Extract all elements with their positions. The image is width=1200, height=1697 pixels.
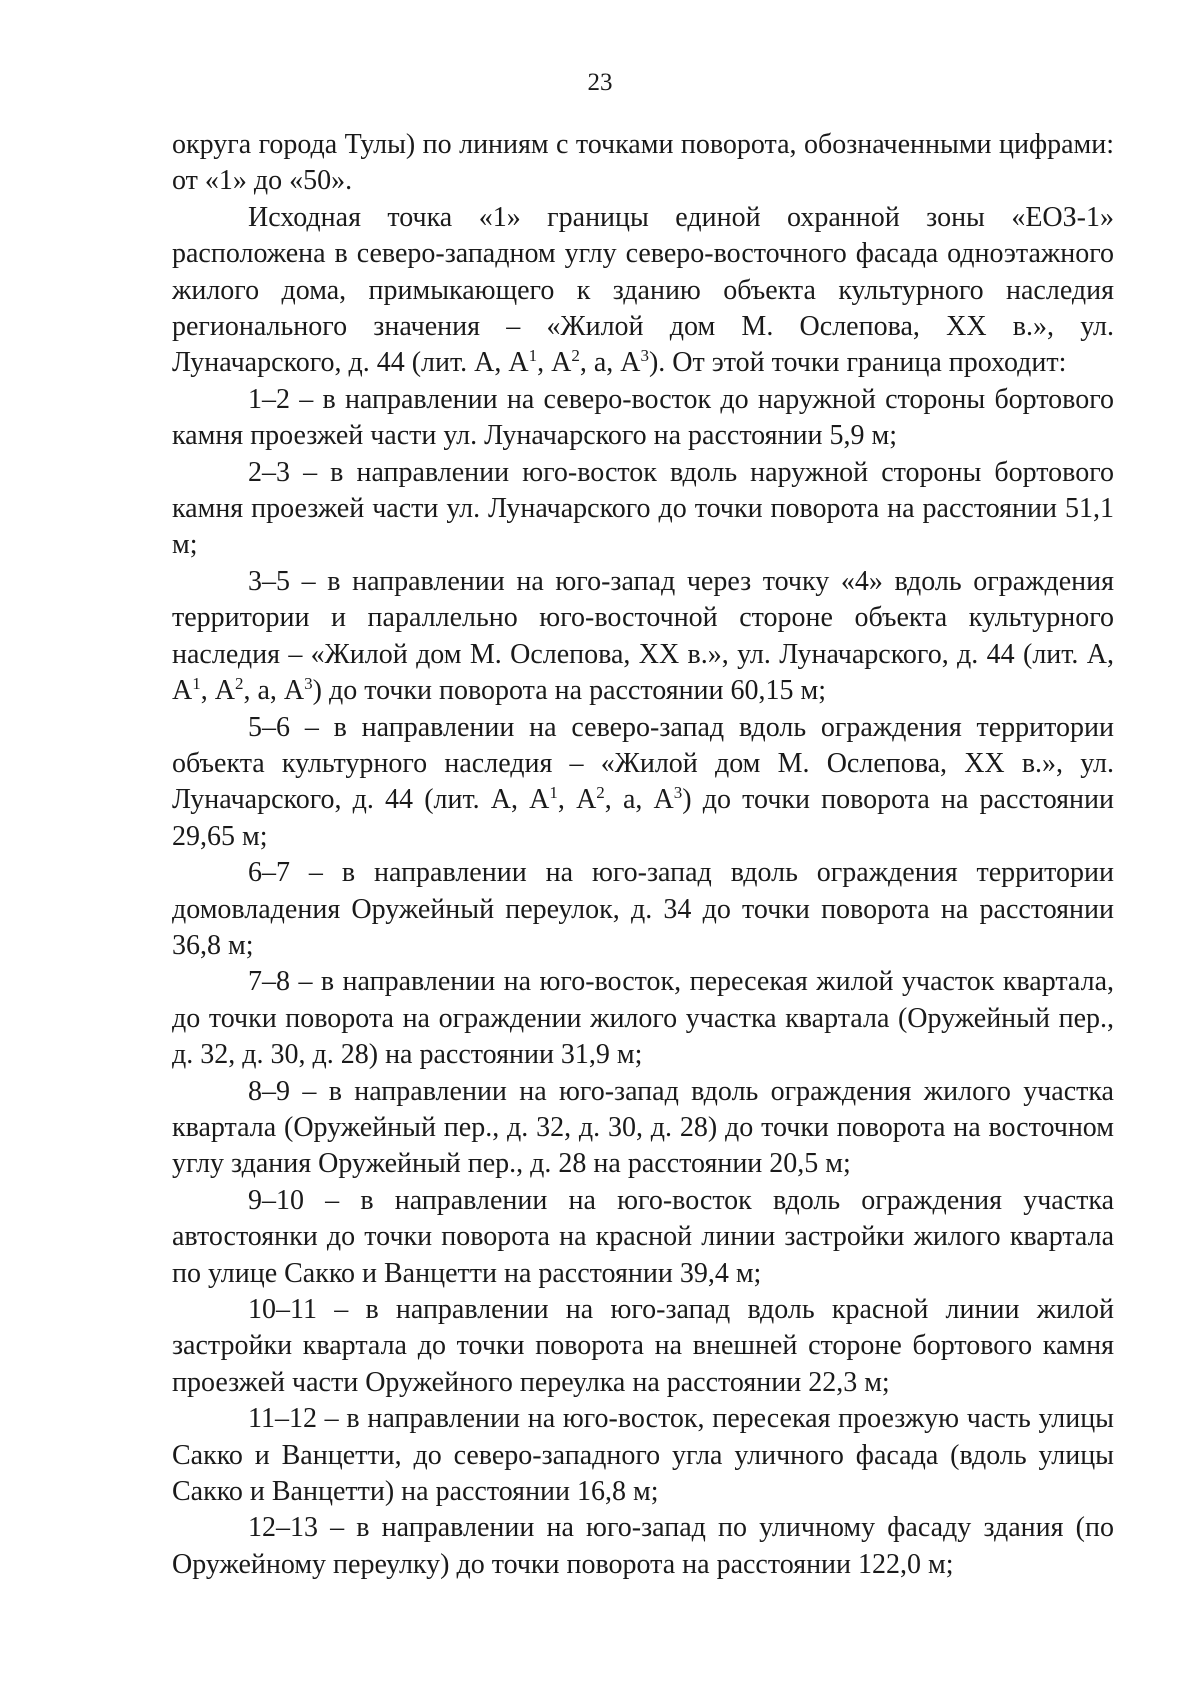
paragraph-segment-11-12: 11–12 – в направлении на юго-восток, пересекая проезжую часть улицы Сакко и Ванцетти, до северо-западного угла уличного фасада (вдоль улицы Сакко и Ванцетти) на расстоянии 16,8 м; xyxy=(172,1403,1114,1508)
paragraph-segment-3-5: 3–5 – в направлении на юго-запад через точку «4» вдоль ограждения территории и параллельно юго-восточной стороне объекта культурного наследия – «Жилой дом М. Ослепова, XX в.», ул. Луначарского, д. 44 (лит. А, $А^1$, $А^2$, а, $А^3$) до точки поворота на расстоянии 60,15 м; xyxy=(172,565,1114,707)
page-number: 23 xyxy=(587,69,613,96)
paragraph-segment-1-2: 1–2 – в направлении на северо-восток до наружной стороны бортового камня проезжей части ул. Луначарского на расстоянии 5,9 м; xyxy=(172,383,1114,452)
paragraph-segment-5-6: 5–6 – в направлении на северо-запад вдоль ограждения территории объекта культурного наследия – «Жилой дом М. Ослепова, XX в.», ул. Луначарского, д. 44 (лит. А, $А^1$, $А^2$, а, $А^3$) до точки поворота на расстоянии 29,65 м; xyxy=(172,711,1114,852)
paragraph-segment-2-3: 2–3 – в направлении юго-восток вдоль наружной стороны бортового камня проезжей части ул. Луначарского до точки поворота на расстоянии 51,1 м; xyxy=(172,456,1114,561)
paragraph-continuation: округа города Тулы) по линиям с точками поворота, обозначенными цифрами: от «1» до «50». xyxy=(172,129,1114,197)
paragraph-segment-8-9: 8–9 – в направлении на юго-запад вдоль ограждения жилого участка квартала (Оружейный пер., д. 32, д. 30, д. 28) до точки поворота на восточном углу здания Оружейный пер., д. 28 на расстоянии 20,5 м; xyxy=(172,1075,1114,1180)
paragraph-segment-12-13: 12–13 – в направлении на юго-запад по уличному фасаду здания (по Оружейному переулку) до точки поворота на расстоянии 122,0 м; xyxy=(172,1512,1114,1580)
paragraph-segment-10-11: 10–11 – в направлении на юго-запад вдоль красной линии жилой застройки квартала до точки поворота на внешней стороне бортового камня проезжей части Оружейного переулка на расстоянии 22,3 м; xyxy=(172,1294,1114,1398)
paragraph-segment-9-10: 9–10 – в направлении на юго-восток вдоль ограждения участка автостоянки до точки поворота на красной линии застройки жилого квартала по улице Сакко и Ванцетти на расстоянии 39,4 м; xyxy=(172,1184,1114,1289)
paragraph-segment-6-7: 6–7 – в направлении на юго-запад вдоль ограждения территории домовладения Оружейный переулок, д. 34 до точки поворота на расстоянии 36,8 м; xyxy=(172,857,1114,961)
document-body xyxy=(172,127,1114,1583)
paragraph-starting-point: Исходная точка «1» границы единой охранной зоны «ЕОЗ-1» расположена в северо-западном углу северо-восточного фасада одноэтажного жилого дома, примыкающего к зданию объекта культурного наследия регионального значения – «Жилой дом М. Ослепова, XX в.», ул. Луначарского, д. 44 (лит. А, $А^1$, $А^2$, а, $А^3$). От этой точки граница проходит: xyxy=(172,201,1114,379)
paragraph-segment-7-8: 7–8 – в направлении на юго-восток, пересекая жилой участок квартала, до точки поворота на ограждении жилого участка квартала (Оружейный пер., д. 32, д. 30, д. 28) на расстоянии 31,9 м; xyxy=(172,966,1114,1071)
